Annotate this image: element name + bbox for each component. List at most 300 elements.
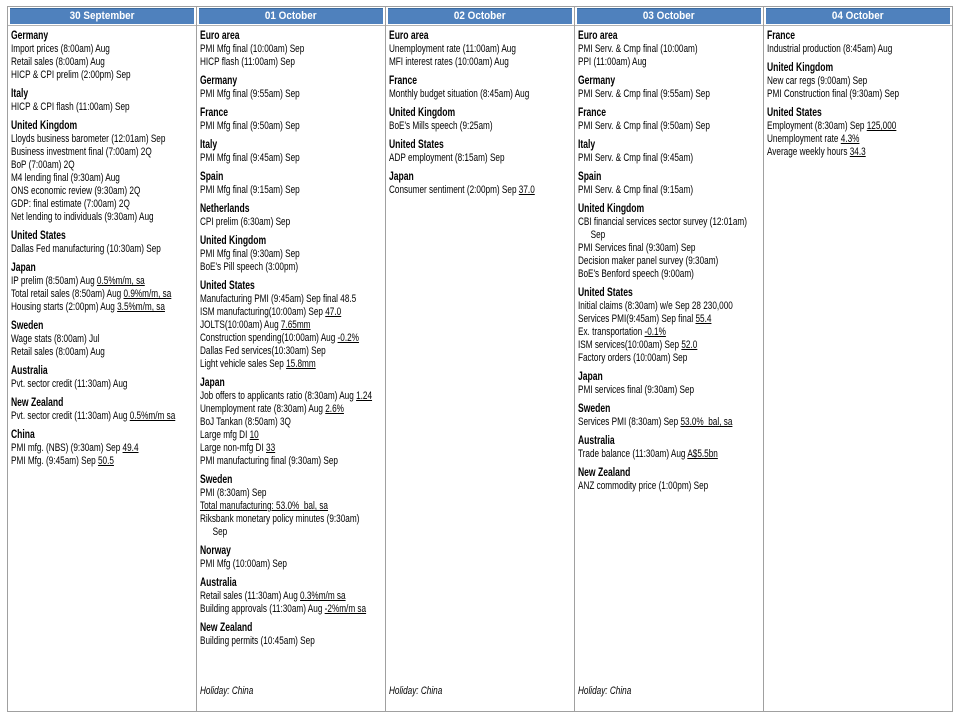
day-header-row xyxy=(764,7,952,26)
day-column-3 xyxy=(386,7,575,711)
country-name: France xyxy=(766,30,796,42)
event-line xyxy=(578,300,764,313)
event-line xyxy=(11,185,197,198)
country-section xyxy=(578,202,764,281)
country-name: United States xyxy=(766,107,822,119)
event-text: Average weekly hours xyxy=(766,146,850,158)
event-text: Wage stats (8:00am) Jul xyxy=(10,333,100,345)
event-line xyxy=(767,120,952,133)
event-line xyxy=(389,120,575,133)
event-line xyxy=(200,184,386,197)
event-text: Pvt. sector credit (11:30am) Aug xyxy=(10,378,128,390)
day-header xyxy=(766,8,950,24)
country-section xyxy=(578,74,764,101)
day-header-label: 03 October xyxy=(643,10,695,22)
country-section xyxy=(200,138,386,165)
country-section xyxy=(200,106,386,133)
day-column-2 xyxy=(197,7,386,711)
event-line xyxy=(200,429,386,442)
country-name: Japan xyxy=(388,171,414,183)
day-header-label: 30 September xyxy=(69,10,135,22)
country-name: United States xyxy=(577,287,633,299)
event-text: Factory orders (10:00am) Sep xyxy=(577,352,688,364)
event-line xyxy=(578,255,764,268)
country-section xyxy=(11,396,197,423)
country-name: Spain xyxy=(199,171,224,183)
event-text: Import prices (8:00am) Aug xyxy=(10,43,110,55)
event-line xyxy=(11,410,197,423)
country-name: United Kingdom xyxy=(388,107,456,119)
country-name: France xyxy=(388,75,418,87)
event-line xyxy=(200,216,386,229)
event-value-underlined: A$5.5bn xyxy=(687,448,718,460)
event-line xyxy=(11,378,197,391)
event-line xyxy=(11,146,197,159)
country-section xyxy=(578,466,764,493)
day-body xyxy=(8,26,197,711)
day-header-row xyxy=(386,7,574,26)
event-text: PMI manufacturing final (9:30am) Sep xyxy=(199,455,339,467)
event-line xyxy=(578,88,764,101)
event-line xyxy=(11,288,197,301)
event-text: BoE's Pill speech (3:00pm) xyxy=(199,261,299,273)
event-text: CBI financial services sector survey (12:01am) xyxy=(577,216,747,228)
event-line xyxy=(389,184,575,197)
event-text: Unemployment rate xyxy=(766,133,841,145)
event-line xyxy=(11,211,197,224)
event-text: Retail sales (11:30am) Aug xyxy=(199,590,301,602)
country-name: Australia xyxy=(199,577,237,589)
country-name: Germany xyxy=(199,75,238,87)
country-name: United States xyxy=(388,139,444,151)
country-name: Japan xyxy=(199,377,225,389)
country-section xyxy=(11,87,197,114)
event-text: PMI Mfg final (9:45am) Sep xyxy=(199,152,300,164)
country-section xyxy=(11,261,197,314)
event-line xyxy=(200,358,386,371)
day-body xyxy=(764,26,952,711)
day-header-row xyxy=(8,7,196,26)
event-text: PMI Mfg (10:00am) Sep xyxy=(199,558,287,570)
event-text: Ex. transportation xyxy=(577,326,645,338)
event-line xyxy=(200,526,386,539)
event-line xyxy=(200,635,386,648)
event-text: M4 lending final (9:30am) Aug xyxy=(10,172,120,184)
event-line xyxy=(578,339,764,352)
event-line xyxy=(11,198,197,211)
day-header xyxy=(388,8,572,24)
event-text: PMI services final (9:30am) Sep xyxy=(577,384,695,396)
country-section xyxy=(200,170,386,197)
event-value-underlined: 4.3% xyxy=(840,133,860,145)
event-line xyxy=(200,88,386,101)
event-text: PMI Serv. & Cmp final (9:15am) xyxy=(577,184,694,196)
day-header-label: 01 October xyxy=(265,10,317,22)
country-name: Italy xyxy=(577,139,596,151)
event-line xyxy=(578,480,764,493)
event-line xyxy=(389,152,575,165)
country-name: Netherlands xyxy=(199,203,250,215)
event-text: PMI Mfg final (9:15am) Sep xyxy=(199,184,300,196)
event-text: PMI Mfg final (9:55am) Sep xyxy=(199,88,300,100)
event-line xyxy=(200,442,386,455)
event-line xyxy=(200,487,386,500)
event-line xyxy=(200,43,386,56)
event-line xyxy=(767,75,952,88)
event-value-underlined: 10 xyxy=(249,429,259,441)
country-section xyxy=(767,29,952,56)
event-line xyxy=(200,558,386,571)
event-line xyxy=(767,133,952,146)
event-line xyxy=(578,384,764,397)
event-line xyxy=(767,88,952,101)
event-value-underlined: 50.5 xyxy=(97,455,114,467)
event-value-underlined: 47.0 xyxy=(325,306,342,318)
event-text: IP prelim (8:50am) Aug xyxy=(10,275,97,287)
event-text: PMI Serv. & Cmp final (9:45am) xyxy=(577,152,694,164)
event-text: PMI Mfg. (9:45am) Sep xyxy=(10,455,98,467)
event-text: Job offers to applicants ratio (8:30am) Aug xyxy=(199,390,357,402)
event-text: Industrial production (8:45am) Aug xyxy=(766,43,893,55)
event-text: Sep xyxy=(212,526,228,538)
country-name: Japan xyxy=(577,371,603,383)
event-line xyxy=(11,275,197,288)
country-section xyxy=(578,170,764,197)
holiday-note: Holiday: China xyxy=(577,685,632,697)
event-text: BoJ Tankan (8:50am) 3Q xyxy=(199,416,291,428)
country-section xyxy=(11,428,197,468)
event-text: Services PMI(9:45am) Sep final xyxy=(577,313,696,325)
event-line xyxy=(200,603,386,616)
country-name: United Kingdom xyxy=(199,235,267,247)
event-text: Employment (8:30am) Sep xyxy=(766,120,867,132)
event-text: PMI Services final (9:30am) Sep xyxy=(577,242,696,254)
event-line xyxy=(11,56,197,69)
country-section xyxy=(389,29,575,69)
event-text: Trade balance (11:30am) Aug xyxy=(577,448,688,460)
event-line xyxy=(200,403,386,416)
event-text: Dallas Fed manufacturing (10:30am) Sep xyxy=(10,243,161,255)
event-text: Manufacturing PMI (9:45am) Sep final 48.5 xyxy=(199,293,357,305)
event-value-underlined: 2.6% xyxy=(325,403,344,415)
country-section xyxy=(11,119,197,224)
event-value-underlined: 15.8mm xyxy=(286,358,316,370)
country-name: Australia xyxy=(577,435,615,447)
event-value-underlined: -2%m/m sa xyxy=(324,603,367,615)
event-text: PMI Mfg final (9:30am) Sep xyxy=(199,248,300,260)
event-text: Building permits (10:45am) Sep xyxy=(199,635,315,647)
event-text: HICP & CPI prelim (2:00pm) Sep xyxy=(10,69,131,81)
event-text: PMI Construction final (9:30am) Sep xyxy=(766,88,900,100)
country-section xyxy=(11,29,197,82)
event-line xyxy=(11,442,197,455)
event-value-underlined: 34.3 xyxy=(849,146,866,158)
event-text: PMI Serv. & Cmp final (9:55am) Sep xyxy=(577,88,710,100)
event-text: New car regs (9:00am) Sep xyxy=(766,75,868,87)
event-line xyxy=(578,313,764,326)
event-value-underlined: 0.5%m/m, sa xyxy=(96,275,145,287)
country-name: United Kingdom xyxy=(10,120,78,132)
event-value-underlined: 3.5%m/m, sa xyxy=(117,301,165,313)
event-line xyxy=(11,43,197,56)
event-line xyxy=(11,133,197,146)
event-line xyxy=(578,216,764,229)
event-line xyxy=(578,242,764,255)
country-name: Euro area xyxy=(199,30,240,42)
country-section xyxy=(389,170,575,197)
country-section xyxy=(578,370,764,397)
event-line xyxy=(578,152,764,165)
country-name: Germany xyxy=(577,75,616,87)
event-text: Large mfg DI xyxy=(199,429,250,441)
event-line xyxy=(200,390,386,403)
event-line xyxy=(389,88,575,101)
day-body xyxy=(575,26,764,711)
country-name: New Zealand xyxy=(199,622,253,634)
event-line xyxy=(200,306,386,319)
event-line xyxy=(11,455,197,468)
day-body xyxy=(197,26,386,711)
event-text: Decision maker panel survey (9:30am) xyxy=(577,255,719,267)
event-text: ONS economic review (9:30am) 2Q xyxy=(10,185,141,197)
country-section xyxy=(200,202,386,229)
day-header xyxy=(10,8,194,24)
event-text: Services PMI (8:30am) Sep xyxy=(577,416,681,428)
event-text: HICP & CPI flash (11:00am) Sep xyxy=(10,101,130,113)
holiday-note: Holiday: China xyxy=(199,685,254,697)
country-section xyxy=(578,286,764,365)
country-name: Japan xyxy=(10,262,36,274)
event-line xyxy=(578,43,764,56)
country-name: Germany xyxy=(10,30,49,42)
day-column-1 xyxy=(8,7,197,711)
event-text: BoP (7:00am) 2Q xyxy=(10,159,75,171)
country-section xyxy=(578,106,764,133)
event-value-underlined: 0.9%m/m, sa xyxy=(123,288,172,300)
country-section xyxy=(11,319,197,359)
event-value-underlined: 1.24 xyxy=(356,390,373,402)
event-text: PPI (11:00am) Aug xyxy=(577,56,647,68)
country-section xyxy=(389,74,575,101)
country-section xyxy=(200,376,386,468)
event-value-underlined: 55.4 xyxy=(695,313,712,325)
event-line xyxy=(200,56,386,69)
event-text: Consumer sentiment (2:00pm) Sep xyxy=(388,184,519,196)
event-value-underlined: 52.0 xyxy=(681,339,698,351)
event-text: Unemployment rate (11:00am) Aug xyxy=(388,43,516,55)
country-name: Euro area xyxy=(388,30,429,42)
event-value-underlined: 53.0% bal, sa xyxy=(680,416,733,428)
event-line xyxy=(11,69,197,82)
country-name: United States xyxy=(199,280,255,292)
country-section xyxy=(200,234,386,274)
event-value-underlined: 0.5%m/m sa xyxy=(129,410,176,422)
event-line xyxy=(200,345,386,358)
event-line xyxy=(578,352,764,365)
event-line xyxy=(200,120,386,133)
event-line xyxy=(11,333,197,346)
event-line xyxy=(11,159,197,172)
event-text: Net lending to individuals (9:30am) Aug xyxy=(10,211,154,223)
event-line xyxy=(578,448,764,461)
event-line xyxy=(200,293,386,306)
event-text: Housing starts (2:00pm) Aug xyxy=(10,301,118,313)
country-section xyxy=(767,106,952,159)
event-line xyxy=(578,268,764,281)
event-value-underlined: 49.4 xyxy=(122,442,139,454)
event-line xyxy=(11,346,197,359)
event-text: Large non-mfg DI xyxy=(199,442,267,454)
event-text: PMI Mfg final (10:00am) Sep xyxy=(199,43,305,55)
event-text: Monthly budget situation (8:45am) Aug xyxy=(388,88,530,100)
day-body xyxy=(386,26,575,711)
event-value-underlined: 37.0 xyxy=(518,184,535,196)
event-text: Total retail sales (8:50am) Aug xyxy=(10,288,124,300)
event-line xyxy=(767,146,952,159)
event-line xyxy=(11,101,197,114)
event-line xyxy=(11,172,197,185)
event-text: Riksbank monetary policy minutes (9:30am) xyxy=(199,513,360,525)
event-value-underlined: -0.2% xyxy=(337,332,359,344)
country-name: Spain xyxy=(577,171,602,183)
country-section xyxy=(200,29,386,69)
event-line xyxy=(767,43,952,56)
event-line xyxy=(200,500,386,513)
event-line xyxy=(578,120,764,133)
event-value-underlined: 125,000 xyxy=(866,120,897,132)
country-name: Australia xyxy=(10,365,48,377)
event-text: BoE's Benford speech (9:00am) xyxy=(577,268,694,280)
event-text: Initial claims (8:30am) w/e Sep 28 230,000 xyxy=(577,300,733,312)
event-text: Retail sales (8:00am) Aug xyxy=(10,346,105,358)
event-line xyxy=(200,319,386,332)
event-text: Business investment final (7:00am) 2Q xyxy=(10,146,152,158)
event-line xyxy=(389,56,575,69)
country-name: Sweden xyxy=(199,474,233,486)
event-value-underlined: 0.3%m/m sa xyxy=(300,590,346,602)
event-text: BoE's Mills speech (9:25am) xyxy=(388,120,493,132)
event-value-underlined: 7.65mm xyxy=(280,319,311,331)
country-section xyxy=(200,576,386,616)
event-text: Dallas Fed services(10:30am) Sep xyxy=(199,345,326,357)
event-text: Retail sales (8:00am) Aug xyxy=(10,56,105,68)
event-text: MFI interest rates (10:00am) Aug xyxy=(388,56,509,68)
event-text: ISM manufacturing(10:00am) Sep xyxy=(199,306,326,318)
event-line xyxy=(11,301,197,314)
economic-calendar xyxy=(7,6,953,712)
day-header xyxy=(199,8,383,24)
country-section xyxy=(578,138,764,165)
event-text: Sep xyxy=(590,229,606,241)
day-header-label: 04 October xyxy=(832,10,884,22)
country-section xyxy=(578,29,764,69)
country-section xyxy=(389,138,575,165)
country-name: China xyxy=(10,429,35,441)
holiday-note: Holiday: China xyxy=(388,685,443,697)
event-value-underlined: Total manufacturing: 53.0% bal, sa xyxy=(199,500,328,512)
event-text: Construction spending(10:00am) Aug xyxy=(199,332,338,344)
country-name: Norway xyxy=(199,545,231,557)
event-text: ISM services(10:00am) Sep xyxy=(577,339,682,351)
country-section xyxy=(200,279,386,371)
country-section xyxy=(11,364,197,391)
country-name: France xyxy=(577,107,607,119)
event-value-underlined: -0.1% xyxy=(644,326,666,338)
country-section xyxy=(389,106,575,133)
event-text: JOLTS(10:00am) Aug xyxy=(199,319,281,331)
event-line xyxy=(200,416,386,429)
event-value-underlined: 33 xyxy=(266,442,276,454)
event-text: GDP: final estimate (7:00am) 2Q xyxy=(10,198,130,210)
event-line xyxy=(578,184,764,197)
country-section xyxy=(578,434,764,461)
country-name: Euro area xyxy=(577,30,618,42)
country-section xyxy=(200,473,386,539)
country-section xyxy=(11,229,197,256)
day-header-label: 02 October xyxy=(454,10,506,22)
day-header xyxy=(577,8,761,24)
day-column-4 xyxy=(575,7,764,711)
country-section xyxy=(200,621,386,648)
event-line xyxy=(200,152,386,165)
country-name: Italy xyxy=(10,88,29,100)
event-text: PMI Serv. & Cmp final (9:50am) Sep xyxy=(577,120,710,132)
country-name: New Zealand xyxy=(10,397,64,409)
event-text: ANZ commodity price (1:00pm) Sep xyxy=(577,480,709,492)
country-name: Sweden xyxy=(577,403,611,415)
event-text: Light vehicle sales Sep xyxy=(199,358,287,370)
event-text: PMI (8:30am) Sep xyxy=(199,487,267,499)
country-name: New Zealand xyxy=(577,467,631,479)
event-line xyxy=(200,590,386,603)
event-line xyxy=(578,56,764,69)
country-name: Italy xyxy=(199,139,218,151)
event-text: PMI mfg. (NBS) (9:30am) Sep xyxy=(10,442,123,454)
event-line xyxy=(11,243,197,256)
event-line xyxy=(200,332,386,345)
event-line xyxy=(200,513,386,526)
country-section xyxy=(200,544,386,571)
country-name: United Kingdom xyxy=(766,62,834,74)
event-line xyxy=(200,455,386,468)
event-text: PMI Mfg final (9:50am) Sep xyxy=(199,120,300,132)
country-section xyxy=(767,61,952,101)
event-text: ADP employment (8:15am) Sep xyxy=(388,152,505,164)
event-line xyxy=(578,416,764,429)
day-header-row xyxy=(197,7,385,26)
country-section xyxy=(578,402,764,429)
event-line xyxy=(389,43,575,56)
country-section xyxy=(200,74,386,101)
event-line xyxy=(200,261,386,274)
country-name: United Kingdom xyxy=(577,203,645,215)
event-text: PMI Serv. & Cmp final (10:00am) xyxy=(577,43,698,55)
event-text: Lloyds business barometer (12:01am) Sep xyxy=(10,133,166,145)
event-line xyxy=(578,326,764,339)
country-name: United States xyxy=(10,230,66,242)
country-name: France xyxy=(199,107,229,119)
event-text: HICP flash (11:00am) Sep xyxy=(199,56,295,68)
event-line xyxy=(200,248,386,261)
event-text: Pvt. sector credit (11:30am) Aug xyxy=(10,410,130,422)
event-text: Building approvals (11:30am) Aug xyxy=(199,603,325,615)
event-text: Unemployment rate (8:30am) Aug xyxy=(199,403,326,415)
event-line xyxy=(578,229,764,242)
day-header-row xyxy=(575,7,763,26)
event-text: CPI prelim (6:30am) Sep xyxy=(199,216,291,228)
day-column-5 xyxy=(764,7,952,711)
country-name: Sweden xyxy=(10,320,44,332)
